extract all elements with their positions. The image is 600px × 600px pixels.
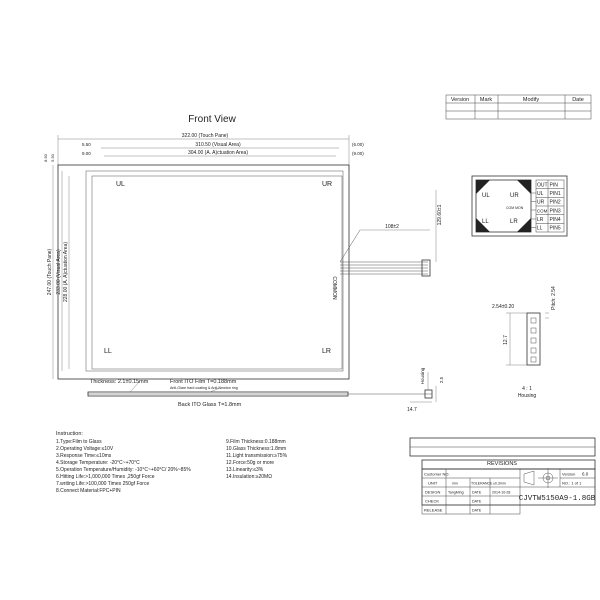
corner-ul-label: UL xyxy=(116,181,125,188)
side-view xyxy=(88,367,444,413)
pinbox-ll: LL xyxy=(482,219,489,225)
release-label: RELEASE xyxy=(424,507,443,513)
connector-length: 12.7 xyxy=(503,335,509,345)
back-glass-label: Back ITO Glass T=1.8mm xyxy=(178,402,242,408)
ul-corner-mark xyxy=(476,180,490,194)
instruction-1: 1.Type:Film to Glass xyxy=(56,439,102,445)
touch-pane-outline xyxy=(58,165,349,379)
dim-touch-pane-width: 322.00 (Touch Pane) xyxy=(181,133,229,139)
side-dim-25: 2.5 xyxy=(439,376,444,384)
instructions-heading: Instruction: xyxy=(56,431,83,437)
header-col-version: Version xyxy=(450,97,470,103)
version-value: 6.0 xyxy=(582,471,589,477)
front-view-title: Front View xyxy=(188,114,236,125)
pin-row-1-pin: PIN1 xyxy=(549,191,561,197)
dim-visual-area-height: 233.00 (Visual Area) xyxy=(56,249,62,295)
ur-corner-mark xyxy=(517,180,531,194)
aa-area-outline xyxy=(92,176,342,369)
pinbox-com: COM MON xyxy=(506,206,524,210)
design-label: DESIGN xyxy=(425,489,441,495)
side-housing-label: Housing xyxy=(420,367,425,385)
pinbox-lr: LR xyxy=(510,219,518,225)
instruction-3: 3.Response Time:≤10ms xyxy=(56,453,112,459)
unit-value: mm xyxy=(452,481,458,486)
pin-row-4-name: LR xyxy=(537,217,544,223)
pin-row-0-name: OUT xyxy=(537,182,548,189)
corner-ur-label: UR xyxy=(322,181,333,188)
lr-corner-mark xyxy=(517,218,531,232)
design-name: TangMing xyxy=(448,490,464,495)
pin-row-3-pin: PIN3 xyxy=(549,208,561,215)
title-block xyxy=(410,438,596,514)
instruction-14: 14.Insulation:≥20MΩ xyxy=(226,474,272,480)
front-view xyxy=(43,114,443,379)
design-date-label: DATE xyxy=(472,490,482,495)
dim-right-top-1: (6.00) xyxy=(352,142,364,147)
connector-pitch-label: Pitch: 2.54 xyxy=(551,286,557,310)
tolerance-value: ±0.3mm xyxy=(493,481,506,486)
header-col-date: Date xyxy=(572,97,584,103)
instructions-block xyxy=(56,431,288,494)
dim-side-small-1: 8.50 xyxy=(43,154,48,162)
instruction-8: 8.Connect Material:FPC+PIN xyxy=(56,488,121,494)
dim-side-small-2: 5.50 xyxy=(50,154,55,162)
front-film-label: Front ITO Film T=0.188mm xyxy=(170,379,237,385)
fpc-tail xyxy=(340,190,443,276)
version-label: Version xyxy=(562,471,576,477)
instruction-4: 4.Storage Temperature: -20°C~+70°C xyxy=(56,460,140,466)
release-date-label: DATE xyxy=(472,508,482,513)
model-number: CJVTW5150A9-1.8GB xyxy=(518,495,596,503)
instruction-7: 7.writing Life:>100,000 Times 250gf Force xyxy=(56,481,150,487)
customer-no-label: Customer NO. xyxy=(424,471,450,477)
fpc-length-dim: 108±2 xyxy=(385,224,399,230)
pin-row-5-pin: PIN5 xyxy=(549,225,561,232)
pin-assignment-box xyxy=(472,176,567,236)
corner-lr-label: LR xyxy=(322,348,331,355)
instruction-9: 9.Film Thickness:0.188mm xyxy=(226,439,286,445)
sheet-no-label: NO.: 1 of 1 xyxy=(562,480,582,486)
dim-left-top-2: 9.00 xyxy=(82,151,91,156)
instruction-2: 2.Operating Voltage:≤10V xyxy=(56,446,114,452)
instruction-5: 5.Operation Temperature/Humidity: -10°C~+60°C/ 20%~85% xyxy=(56,467,191,473)
common-label: COMMON xyxy=(331,276,337,300)
instruction-12: 12.Force:50g or more xyxy=(226,460,275,466)
pinbox-ur: UR xyxy=(510,193,519,199)
dim-right-top-2: (9.00) xyxy=(352,151,364,156)
front-film-note: Anti-Glare hard coating & Anti-Newton ring xyxy=(170,386,238,390)
connector-housing-detail xyxy=(492,286,557,399)
dim-touch-pane-height: 247.00 (Touch Pane) xyxy=(47,248,53,296)
instruction-13: 13.Linearity:≤3% xyxy=(226,467,264,473)
tolerance-label: TOLERANCE xyxy=(471,481,493,486)
connector-caption: Housing xyxy=(517,393,537,399)
instruction-10: 10.Glass Thickness:1.8mm xyxy=(226,446,287,452)
instruction-6: 6.Hitting Life:>1,000,000 Times ,250gf Force xyxy=(56,474,155,480)
header-col-modify: Modify xyxy=(522,97,540,103)
connector-scale: 4 : 1 xyxy=(522,386,532,392)
pin-row-1-name: UL xyxy=(537,191,544,197)
pin-row-2-name: UR xyxy=(537,199,545,206)
corner-ll-label: LL xyxy=(104,348,112,355)
side-dim-147: 14.7 xyxy=(407,407,417,413)
header-revision-table xyxy=(446,95,591,119)
instruction-11: 11.Light transmission:≥75% xyxy=(226,453,288,459)
dim-aa-width: 304.00 (A. A)ctuation Area) xyxy=(187,150,249,156)
dim-aa-height: 228.00 (A. A)ctuation Area) xyxy=(63,241,69,303)
dim-left-top-1: 5.50 xyxy=(82,142,91,147)
connector-pitch-text: 2.54±0.20 xyxy=(492,304,515,310)
revisions-label: REVISIONS xyxy=(487,461,517,467)
dim-visual-area-width: 310.50 (Visual Area) xyxy=(195,142,241,148)
pinbox-ul: UL xyxy=(482,193,490,199)
pin-row-2-pin: PIN2 xyxy=(549,199,561,206)
unit-label: UNIT xyxy=(428,480,438,486)
design-date: 2014-10-28 xyxy=(492,490,511,495)
pin-row-5-name: LL xyxy=(537,225,543,232)
visual-area-outline xyxy=(86,171,343,371)
thickness-label: Thickness: 2.1±0.15mm xyxy=(90,379,149,385)
pin-row-4-pin: PIN4 xyxy=(549,217,561,223)
check-date-label: DATE xyxy=(472,499,482,504)
fpc-height-dim: 129.60±1 xyxy=(437,204,443,226)
pin-row-3-name: COM xyxy=(537,208,548,214)
pin-row-0-pin: PIN xyxy=(549,182,558,189)
check-label: CHECK xyxy=(425,498,440,504)
header-col-mark: Mark xyxy=(479,97,493,103)
